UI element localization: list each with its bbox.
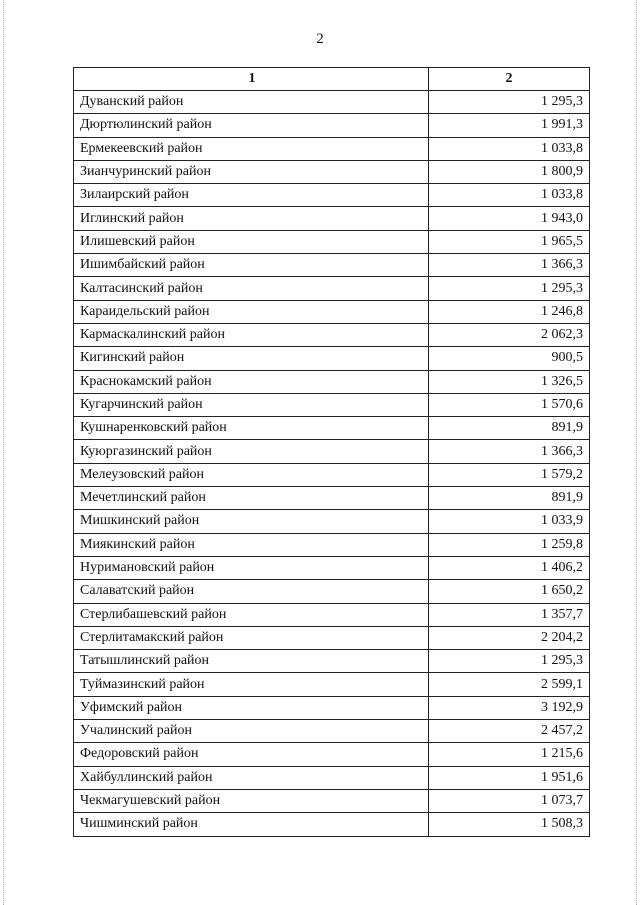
table-row bbox=[74, 603, 590, 626]
district-name: Кармаскалинский район bbox=[74, 323, 429, 346]
scan-edge-left bbox=[3, 0, 4, 905]
table-row bbox=[74, 91, 590, 114]
table-row bbox=[74, 114, 590, 137]
page-number: 2 bbox=[316, 31, 324, 47]
district-value: 1 033,9 bbox=[429, 510, 590, 533]
district-value: 1 943,0 bbox=[429, 207, 590, 230]
district-value: 900,5 bbox=[429, 347, 590, 370]
district-name: Мишкинский район bbox=[74, 510, 429, 533]
district-name: Хайбуллинский район bbox=[74, 766, 429, 789]
district-value: 1 295,3 bbox=[429, 277, 590, 300]
table-header-row bbox=[74, 68, 590, 91]
table-row bbox=[74, 184, 590, 207]
table-row bbox=[74, 673, 590, 696]
district-value: 2 062,3 bbox=[429, 323, 590, 346]
district-name: Кугарчинский район bbox=[74, 393, 429, 416]
district-name: Нуримановский район bbox=[74, 556, 429, 579]
district-name: Стерлитамакский район bbox=[74, 626, 429, 649]
district-name: Иглинский район bbox=[74, 207, 429, 230]
district-name: Ишимбайский район bbox=[74, 254, 429, 277]
district-name: Илишевский район bbox=[74, 230, 429, 253]
table-row bbox=[74, 254, 590, 277]
district-value: 1 951,6 bbox=[429, 766, 590, 789]
district-name: Татышлинский район bbox=[74, 650, 429, 673]
district-value: 1 965,5 bbox=[429, 230, 590, 253]
table-row bbox=[74, 743, 590, 766]
table-row bbox=[74, 626, 590, 649]
district-value: 1 073,7 bbox=[429, 789, 590, 812]
district-name: Стерлибашевский район bbox=[74, 603, 429, 626]
district-name: Дюртюлинский район bbox=[74, 114, 429, 137]
district-name: Туймазинский район bbox=[74, 673, 429, 696]
table-row bbox=[74, 323, 590, 346]
table-row bbox=[74, 533, 590, 556]
district-name: Федоровский район bbox=[74, 743, 429, 766]
district-name: Куюргазинский район bbox=[74, 440, 429, 463]
table-row bbox=[74, 440, 590, 463]
district-name: Дуванский район bbox=[74, 91, 429, 114]
district-name: Мелеузовский район bbox=[74, 463, 429, 486]
district-name: Зианчуринский район bbox=[74, 160, 429, 183]
district-value: 1 357,7 bbox=[429, 603, 590, 626]
table-row bbox=[74, 207, 590, 230]
table-row bbox=[74, 393, 590, 416]
table-row bbox=[74, 580, 590, 603]
district-table bbox=[73, 67, 590, 837]
district-value: 1 366,3 bbox=[429, 254, 590, 277]
district-value: 1 366,3 bbox=[429, 440, 590, 463]
column-header-2: 2 bbox=[429, 68, 590, 91]
district-value: 1 033,8 bbox=[429, 184, 590, 207]
district-value: 1 259,8 bbox=[429, 533, 590, 556]
table-row bbox=[74, 370, 590, 393]
table-row bbox=[74, 510, 590, 533]
table-row bbox=[74, 347, 590, 370]
table-row bbox=[74, 230, 590, 253]
district-name: Чишминский район bbox=[74, 813, 429, 836]
district-name: Караидельский район bbox=[74, 300, 429, 323]
district-value: 1 295,3 bbox=[429, 91, 590, 114]
district-value: 1 508,3 bbox=[429, 813, 590, 836]
table-row bbox=[74, 417, 590, 440]
district-value: 891,9 bbox=[429, 417, 590, 440]
district-value: 2 599,1 bbox=[429, 673, 590, 696]
table-row bbox=[74, 650, 590, 673]
district-name: Ермекеевский район bbox=[74, 137, 429, 160]
table-row bbox=[74, 789, 590, 812]
district-value: 1 570,6 bbox=[429, 393, 590, 416]
district-value: 1 406,2 bbox=[429, 556, 590, 579]
district-value: 1 215,6 bbox=[429, 743, 590, 766]
district-value: 1 295,3 bbox=[429, 650, 590, 673]
district-name: Краснокамский район bbox=[74, 370, 429, 393]
district-name: Кигинский район bbox=[74, 347, 429, 370]
district-name: Уфимский район bbox=[74, 696, 429, 719]
table-row bbox=[74, 720, 590, 743]
district-name: Мечетлинский район bbox=[74, 487, 429, 510]
district-name: Чекмагушевский район bbox=[74, 789, 429, 812]
district-name: Учалинский район bbox=[74, 720, 429, 743]
table-row bbox=[74, 487, 590, 510]
column-header-1: 1 bbox=[74, 68, 429, 91]
district-value: 1 033,8 bbox=[429, 137, 590, 160]
table-row bbox=[74, 300, 590, 323]
district-name: Миякинский район bbox=[74, 533, 429, 556]
district-value: 1 579,2 bbox=[429, 463, 590, 486]
table-row bbox=[74, 137, 590, 160]
table-row bbox=[74, 160, 590, 183]
table-row bbox=[74, 556, 590, 579]
table-row bbox=[74, 813, 590, 836]
district-name: Кушнаренковский район bbox=[74, 417, 429, 440]
district-value: 1 800,9 bbox=[429, 160, 590, 183]
district-value: 1 246,8 bbox=[429, 300, 590, 323]
district-name: Зилаирский район bbox=[74, 184, 429, 207]
district-value: 2 457,2 bbox=[429, 720, 590, 743]
district-name: Салаватский район bbox=[74, 580, 429, 603]
district-value: 1 991,3 bbox=[429, 114, 590, 137]
district-name: Калтасинский район bbox=[74, 277, 429, 300]
district-value: 2 204,2 bbox=[429, 626, 590, 649]
table-row bbox=[74, 277, 590, 300]
district-value: 1 650,2 bbox=[429, 580, 590, 603]
table-row bbox=[74, 463, 590, 486]
table-row bbox=[74, 696, 590, 719]
district-value: 891,9 bbox=[429, 487, 590, 510]
table-row bbox=[74, 766, 590, 789]
district-value: 1 326,5 bbox=[429, 370, 590, 393]
district-value: 3 192,9 bbox=[429, 696, 590, 719]
scan-edge-right bbox=[636, 0, 637, 905]
